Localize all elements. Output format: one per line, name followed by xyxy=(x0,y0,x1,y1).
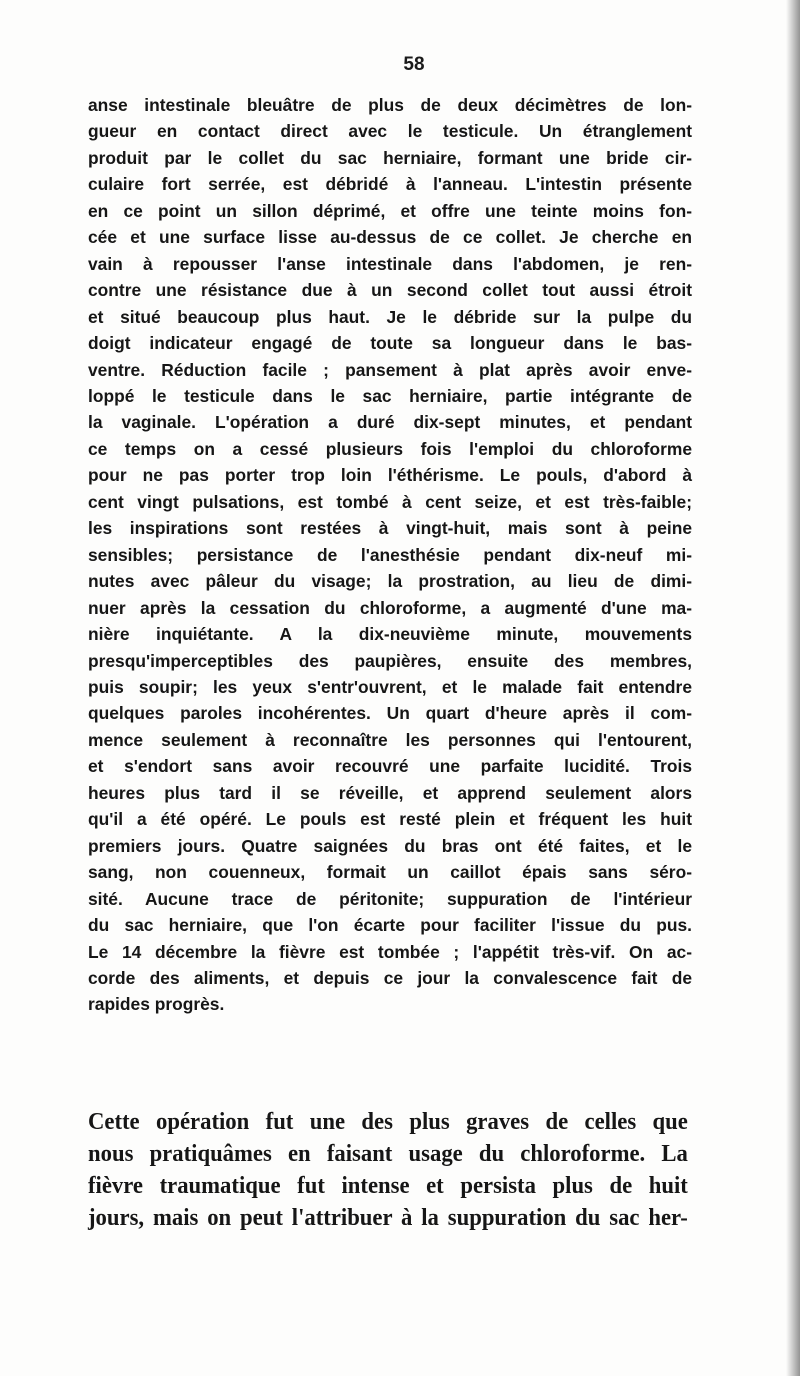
text-line: sité. Aucune trace de péritonite; suppuration de l'intérieur xyxy=(88,888,692,909)
text-line: la vaginale. L'opération a duré dix-sept minutes, et pendant xyxy=(88,412,692,433)
text-line: mence seulement à reconnaître les personnes qui l'entourent, xyxy=(88,729,692,750)
text-line: corde des aliments, et depuis ce jour la convalescence fait de xyxy=(88,967,692,988)
text-line: Le 14 décembre la fièvre est tombée ; l'appétit très-vif. On ac- xyxy=(88,941,692,962)
text-line: ventre. Réduction facile ; pansement à plat après avoir enve- xyxy=(88,359,692,380)
text-line: sensibles; persistance de l'anesthésie pendant dix-neuf mi- xyxy=(88,544,692,565)
text-line: ce temps on a cessé plusieurs fois l'emploi du chloroforme xyxy=(88,438,692,459)
text-line: et situé beaucoup plus haut. Je le débride sur la pulpe du xyxy=(88,306,692,327)
text-line: nière inquiétante. A la dix-neuvième minute, mouvements xyxy=(88,624,692,645)
text-line: premiers jours. Quatre saignées du bras ont été faites, et le xyxy=(88,835,692,856)
text-line: puis soupir; les yeux s'entr'ouvrent, et le malade fait entendre xyxy=(88,676,692,697)
text-line: loppé le testicule dans le sac herniaire, partie intégrante de xyxy=(88,385,692,406)
text-line: sang, non couenneux, formait un caillot épais sans séro- xyxy=(88,862,692,883)
text-line: nuer après la cessation du chloroforme, a augmenté d'une ma- xyxy=(88,597,692,618)
text-line: et s'endort sans avoir recouvré une parfaite lucidité. Trois xyxy=(88,756,692,777)
text-line: Cette opération fut une des plus graves de celles que xyxy=(88,1108,688,1135)
page-edge-shadow xyxy=(786,0,800,1376)
text-line: culaire fort serrée, est débridé à l'anneau. L'intestin présente xyxy=(88,174,692,195)
text-line: rapides progrès. xyxy=(88,994,225,1015)
text-line: heures plus tard il se réveille, et apprend seulement alors xyxy=(88,782,692,803)
text-line: doigt indicateur engagé de toute sa longueur dans le bas- xyxy=(88,333,692,354)
text-line: quelques paroles incohérentes. Un quart d'heure après il com- xyxy=(88,703,692,724)
case-report-paragraph xyxy=(88,92,692,1018)
text-line: vain à repousser l'anse intestinale dans l'abdomen, je ren- xyxy=(88,253,692,274)
text-line: nous pratiquâmes en faisant usage du chloroforme. La xyxy=(88,1140,688,1167)
text-line: produit par le collet du sac herniaire, formant une bride cir- xyxy=(88,147,692,168)
commentary-paragraph xyxy=(88,1106,688,1234)
page-number: 58 xyxy=(403,54,425,75)
text-line: jours, mais on peut l'attribuer à la suppuration du sac her- xyxy=(88,1204,688,1231)
text-line: cent vingt pulsations, est tombé à cent seize, et est très-faible; xyxy=(88,491,692,512)
text-line: nutes avec pâleur du visage; la prostration, au lieu de dimi- xyxy=(88,571,692,592)
text-line: fièvre traumatique fut intense et persista plus de huit xyxy=(88,1172,688,1199)
text-line: pour ne pas porter trop loin l'éthérisme. Le pouls, d'abord à xyxy=(88,465,692,486)
text-line: les inspirations sont restées à vingt-huit, mais sont à peine xyxy=(88,518,692,539)
text-line: cée et une surface lisse au-dessus de ce collet. Je cherche en xyxy=(88,227,692,248)
text-line: anse intestinale bleuâtre de plus de deux décimètres de lon- xyxy=(88,95,692,115)
text-line: en ce point un sillon déprimé, et offre une teinte moins fon- xyxy=(88,200,692,221)
text-line: du sac herniaire, que l'on écarte pour faciliter l'issue du pus. xyxy=(88,915,692,936)
text-line: contre une résistance due à un second collet tout aussi étroit xyxy=(88,280,692,301)
text-line: qu'il a été opéré. Le pouls est resté plein et fréquent les huit xyxy=(88,809,692,830)
text-line: gueur en contact direct avec le testicule. Un étranglement xyxy=(88,121,692,142)
text-line: presqu'imperceptibles des paupières, ensuite des membres, xyxy=(88,650,692,671)
